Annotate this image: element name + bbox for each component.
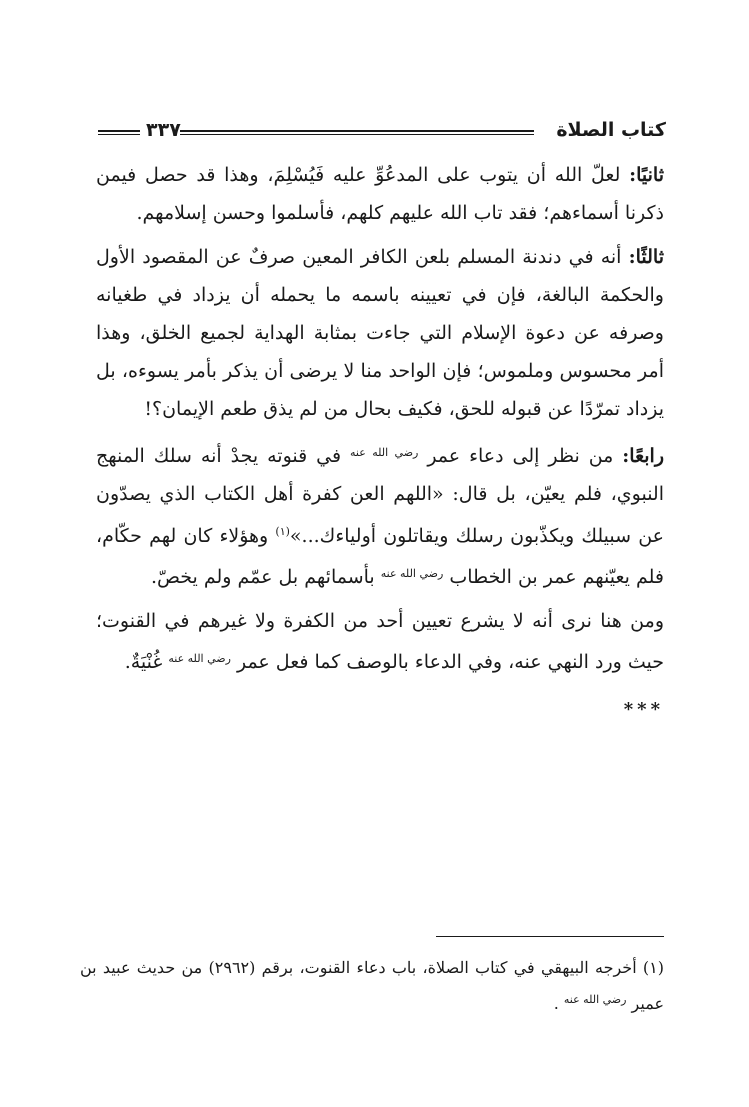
main-text — [96, 156, 664, 729]
honorific-ligature: رضي الله عنه — [350, 446, 419, 459]
paragraph-lead: رابعًا: — [622, 445, 664, 467]
running-header — [96, 118, 666, 144]
header-rule-short — [98, 130, 140, 132]
footnote-text: . — [553, 994, 564, 1013]
paragraph-conclusion — [96, 602, 664, 681]
footnote — [80, 952, 664, 1020]
chapter-title: كتاب الصلاة — [556, 119, 666, 141]
paragraph-fourth — [96, 434, 664, 596]
footnote-reference[interactable]: (١) — [275, 525, 290, 538]
honorific-ligature: رضي الله عنه — [380, 567, 444, 580]
paragraph-text: في قنوته يجدْ أنه سلك المنهج النبوي، فلم يعيّن، بل قال: «اللهم العن كفرة أهل الكتاب الذي يصدّون عن سبيلك ويكذّبون رسلك ويقاتلون أولياءك...» — [96, 445, 665, 547]
paragraph-text: أنه في دندنة المسلم بلعن الكافر المعين صرفٌ عن المقصود الأول والحكمة البالغة، فإن في تعيينه باسمه ما يحمله أن يزداد في طغيانه وصرفه عن دعوة الإسلام التي جاءت بمثابة الهداية لجميع الخلق، وهذا أمر محسوس وملموس؛ فإن الواحد منا لا يرضى أن يذكر بأمر يسوءه، بل يزداد تمرّدًا عن قبوله للحق، فكيف بحال من لم يذق طعم الإيمان؟! — [96, 246, 664, 420]
paragraph-text: وهؤلاء كان لهم حكّام، فلم يعيّنهم عمر بن الخطاب — [96, 525, 664, 588]
paragraph-lead: ثانيًا: — [629, 164, 664, 186]
paragraph-text: لعلّ الله أن يتوب على المدعُوِّ عليه فَيُسْلِمَ، وهذا قد حصل فيمن ذكرنا أسماءهم؛ فقد تاب الله عليهم كلهم، فأسلموا وحسن إسلامهم. — [96, 164, 664, 224]
paragraph-text: غُنْيَةٌ. — [124, 651, 169, 673]
paragraph-second — [96, 156, 664, 232]
honorific-ligature: رضي الله عنه — [563, 993, 627, 1006]
paragraph-text: من نظر إلى دعاء عمر — [418, 445, 623, 467]
paragraph-third — [96, 238, 664, 428]
footnote-text: أخرجه البيهقي في كتاب الصلاة، باب دعاء القنوت، برقم (٢٩٦٢) من حديث عبيد بن عمير — [80, 958, 664, 1013]
page-number: ٣٣٧ — [146, 119, 181, 141]
header-rule-main — [180, 130, 534, 132]
footnote-number: (١) — [642, 958, 664, 977]
footnote-divider — [436, 936, 664, 937]
paragraph-text: ومن هنا نرى أنه لا يشرع تعيين أحد من الكفرة ولا غيرهم في القنوت؛ حيث ورد النهي عنه، وفي الدعاء بالوصف كما فعل عمر — [96, 610, 664, 673]
header-rule-short-thin — [98, 134, 140, 135]
honorific-ligature: رضي الله عنه — [168, 652, 231, 665]
paragraph-lead: ثالثًا: — [628, 246, 664, 268]
paragraph-text: بأسمائهم بل عمّم ولم يخصّ. — [150, 566, 381, 588]
section-separator: *** — [623, 699, 664, 720]
header-rule-main-thin — [180, 134, 534, 135]
